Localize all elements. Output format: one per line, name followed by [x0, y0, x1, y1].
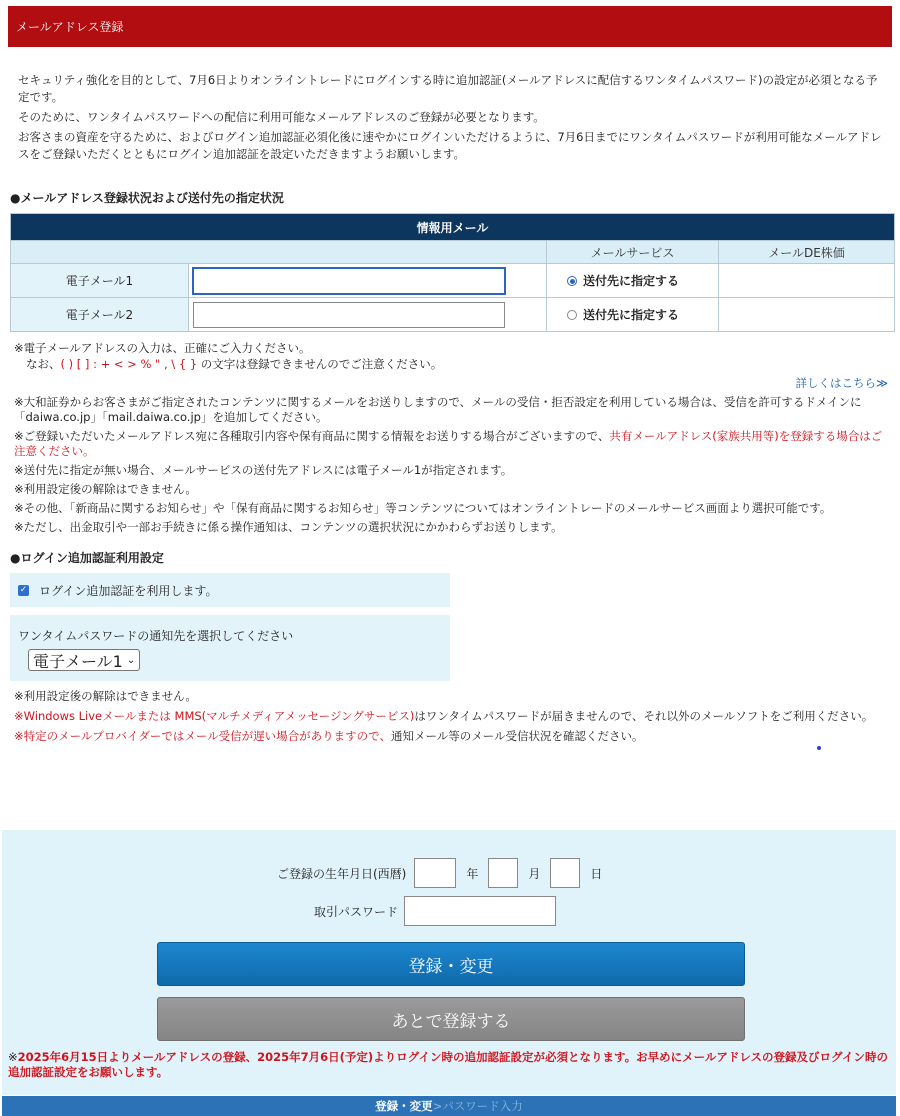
- note-item: ※ただし、出金取引や一部お手続きに係る操作通知は、コンテンツの選択状況にかかわらずお送りします。: [14, 520, 563, 534]
- birthdate-label: ご登録の生年月日(西暦): [277, 866, 407, 881]
- mail-notes-list: [8, 391, 892, 535]
- note-item: ※利用設定後の解除はできません。: [14, 689, 197, 703]
- note-warning: ※特定のメールプロバイダーではメール受信が遅い場合がありますので、: [14, 729, 391, 743]
- email1-destination-radio[interactable]: [547, 264, 719, 298]
- note-item: [14, 429, 886, 459]
- note-item: ※大和証券からお客さまがご指定されたコンテンツに関するメールをお送りしますので、メールの受信・拒否設定を利用している場合は、受信を許可するドメインに「daiwa.co.jp」「mail.daiwa.co.jp」を追加してください。: [14, 395, 862, 424]
- birthdate-row: [277, 858, 602, 888]
- note-text: なお、: [26, 357, 61, 371]
- note-item: ※利用設定後の解除はできません。: [14, 482, 197, 496]
- login-notes-list: [8, 681, 892, 744]
- email2-destination-radio[interactable]: [547, 298, 719, 332]
- radio-unselected-icon[interactable]: [567, 310, 577, 320]
- note-text: 2025年6月15日よりメールアドレスの登録、2025年7月6日(予定)よりログイン時の追加認証設定が必須となります。お早めにメールアドレスの登録及びログイン時の追加認証設定をお願いします。: [8, 1050, 888, 1079]
- input-notes: [8, 332, 892, 372]
- note-item: ※送付先に指定が無い場合、メールサービスの送付先アドレスには電子メール1が指定されます。: [14, 463, 513, 477]
- password-row: [314, 896, 556, 926]
- register-later-button[interactable]: あとで登録する: [157, 997, 745, 1041]
- current-step: 登録・変更: [375, 1099, 433, 1113]
- radio-selected-icon[interactable]: [567, 276, 577, 286]
- trade-password-input[interactable]: [404, 896, 556, 926]
- note-mark: ※: [8, 1050, 18, 1064]
- note-text: 通知メール等のメール受信状況を確認ください。: [390, 729, 644, 743]
- table-row: [11, 298, 895, 332]
- note-item: [14, 709, 886, 724]
- birth-day-input[interactable]: [550, 858, 580, 888]
- email1-label: 電子メール1: [11, 264, 189, 298]
- forbidden-characters: ( ) [ ] : + < > % " , \ { }: [60, 357, 198, 371]
- note-item: [14, 729, 886, 744]
- page-title: メールアドレス登録: [16, 20, 124, 34]
- intro-paragraph: セキュリティ強化を目的として、7月6日よりオンライントレードにログインする時に追加認証(メールアドレスに配信するワンタイムパスワード)の設定が必須となる予定です。: [18, 73, 878, 104]
- radio-label: 送付先に指定する: [583, 274, 680, 288]
- decorative-dot: [817, 746, 821, 750]
- radio-label: 送付先に指定する: [583, 308, 680, 322]
- select-value: 電子メール1: [33, 651, 123, 671]
- chevron-down-icon: ⌄: [126, 654, 136, 666]
- birth-year-input[interactable]: [414, 858, 456, 888]
- table-title: 情報用メール: [11, 214, 895, 241]
- step-separator: >: [432, 1099, 443, 1113]
- note-text: の文字は登録できませんのでご注意ください。: [197, 357, 443, 371]
- email1-input[interactable]: [193, 268, 505, 294]
- email2-de-cell: [719, 298, 895, 332]
- step-indicator: [2, 1096, 896, 1116]
- details-link[interactable]: 詳しくはこちら≫: [795, 376, 888, 390]
- month-unit: 月: [528, 866, 541, 881]
- column-header-mail-de: メールDE株価: [719, 241, 895, 264]
- checkbox-label: ログイン追加認証を利用します。: [39, 583, 218, 598]
- checkbox-checked-icon[interactable]: ✓: [19, 584, 28, 595]
- registration-form-panel: [2, 830, 896, 1095]
- deadline-note: [8, 1050, 888, 1080]
- note-warning: ※Windows Liveメールまたは MMS(マルチメディアメッセージングサービス): [14, 709, 415, 723]
- intro-paragraph: そのために、ワンタイムパスワードへの配信に利用可能なメールアドレスのご登録が必要となります。: [18, 110, 545, 124]
- otp-destination-panel: [10, 615, 450, 681]
- register-change-button[interactable]: 登録・変更: [157, 942, 745, 986]
- input-note-1: ※電子メールアドレスの入力は、正確にご入力ください。: [14, 341, 311, 355]
- mail-settings-table: [10, 213, 895, 332]
- intro-text: [8, 47, 892, 163]
- note-item: ※その他、「新商品に関するお知らせ」や「保有商品に関するお知らせ」等コンテンツについてはオンライントレードのメールサービス画面より選択可能です。: [14, 501, 832, 515]
- login-auth-checkbox-row[interactable]: [10, 573, 450, 607]
- login-section-heading: ●ログイン追加認証利用設定: [10, 551, 164, 565]
- note-warning: 共有メールアドレス(家族共用等)を登録する場合はご注意ください。: [14, 429, 883, 458]
- day-unit: 日: [590, 866, 603, 881]
- note-text: ※ご登録いただいたメールアドレス宛に各種取引内容や保有商品に関する情報をお送りする場合がございますので、: [14, 429, 610, 443]
- note-text: はワンタイムパスワードが届きませんので、それ以外のメールソフトをご利用ください。: [414, 709, 874, 723]
- table-subheader-blank: [11, 241, 547, 264]
- page-title-bar: [8, 6, 892, 47]
- table-row: [11, 264, 895, 298]
- year-unit: 年: [466, 866, 479, 881]
- otp-destination-select[interactable]: [28, 649, 140, 671]
- email2-input[interactable]: [193, 302, 505, 328]
- next-step: パスワード入力: [442, 1099, 523, 1113]
- column-header-mail-service: メールサービス: [547, 241, 719, 264]
- input-note-2: [14, 356, 892, 372]
- intro-paragraph: お客さまの資産を守るために、およびログイン追加認証必須化後に速やかにログインいただけるように、7月6日までにワンタイムパスワードが利用可能なメールアドレスをご登録いただくとともにログイン追加認証を設定いただきますようお願いします。: [18, 130, 882, 161]
- email2-label: 電子メール2: [11, 298, 189, 332]
- birth-month-input[interactable]: [488, 858, 518, 888]
- password-label: 取引パスワード: [314, 904, 399, 919]
- otp-prompt: ワンタイムパスワードの通知先を選択してください: [18, 629, 294, 643]
- mail-section-heading: ●メールアドレス登録状況および送付先の指定状況: [10, 191, 284, 205]
- email1-de-cell: [719, 264, 895, 298]
